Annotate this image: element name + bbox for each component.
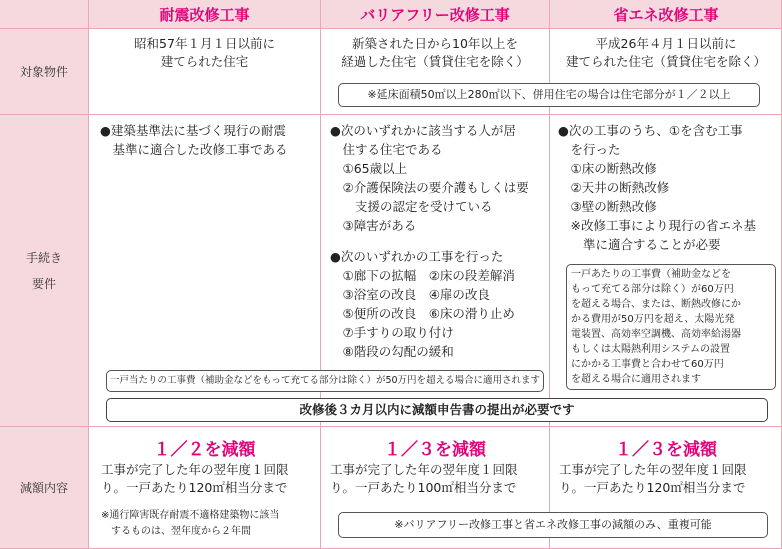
- procedure-seismic: ●建築基準法に基づく現行の耐震 基準に適合した改修工事である: [100, 123, 288, 157]
- reduction-seismic-detail: 工事が完了した年の翌年度１回限 り。一戸あたり120㎡相当分まで: [101, 462, 289, 495]
- reduction-barrier-free-detail: 工事が完了した年の翌年度１回限 り。一戸あたり100㎡相当分まで: [330, 462, 518, 495]
- header-seismic: 耐震改修工事: [89, 0, 320, 28]
- grid-line: [0, 426, 782, 427]
- grid-line: [0, 114, 782, 115]
- header-energy: 省エネ改修工事: [550, 0, 782, 28]
- header-barrier-free: バリアフリー改修工事: [321, 0, 549, 28]
- reduction-seismic-title: １／２を減額: [153, 440, 256, 460]
- grid-line: [320, 0, 321, 549]
- procedure-barrier-free-works: ●次のいずれかの工事を行った ①廊下の拡幅 ②床の段差解消 ③浴室の改良 ④扉の改良 ⑤便所の改良 ⑥床の滑り止め ⑦手すりの取り付け ⑧階段の勾配の緩和: [330, 249, 515, 359]
- row-label-reduction: 減額内容: [0, 427, 88, 549]
- procedure-barrier-free-residents: ●次のいずれかに該当する人が居 住する住宅である ①65歳以上 ②介護保険法の要介護もしくは要 支援の認定を受けている ③障害がある: [330, 123, 529, 233]
- reduction-seismic-note: ※通行障害既存耐震不適格建築物に該当 するものは、翌年度から２年間: [101, 510, 280, 537]
- header-corner: [0, 0, 88, 28]
- target-energy: 平成26年４月１日以前に 建てられた住宅（賃貸住宅を除く）: [565, 36, 766, 69]
- energy-cost-note: 一戸あたりの工事費（補助金などを もって充てる部分は除く）が60万円 を超える場合、または、断熱改修にか かる費用が50万円を超え、太陽光発 電装置、高効率空調機、高効率給湯器 もしくは太陽熱利用システムの設置 にかかる工事費と合わせて60万円 を超える場合に適用されます: [566, 264, 776, 390]
- grid-line: [88, 0, 89, 549]
- reduction-energy-title: １／３を減額: [615, 440, 717, 460]
- row-label-target: 対象物件: [0, 29, 88, 114]
- reduction-barrier-free-title: １／３を減額: [384, 440, 486, 460]
- grid-line: [0, 28, 782, 29]
- reduction-energy-detail: 工事が完了した年の翌年度１回限 り。一戸あたり120㎡相当分まで: [559, 462, 747, 495]
- row-label-procedure: 手続き 要件: [0, 115, 88, 426]
- target-barrier-free: 新築された日から10年以上を 経過した住宅（賃貸住宅を除く）: [341, 36, 529, 69]
- target-seismic: 昭和57年１月１日以前に 建てられた住宅: [134, 36, 275, 69]
- cost-threshold-note: 一戸当たりの工事費（補助金などをもって充てる部分は除く）が50万円を超える場合に適用されます: [106, 370, 544, 392]
- combination-note: ※バリアフリー改修工事と省エネ改修工事の減額のみ、重複可能: [338, 512, 768, 538]
- deadline-banner: 改修後３カ月以内に減額申告書の提出が必要です: [106, 398, 768, 422]
- floor-area-note: ※延床面積50㎡以上280㎡以下、併用住宅の場合は住宅部分が１／２以上: [338, 83, 760, 107]
- procedure-energy: ●次の工事のうち、①を含む工事 を行った ①床の断熱改修 ②天井の断熱改修 ③壁の断熱改修 ※改修工事により現行の省エネ基 準に適合することが必要: [558, 123, 756, 252]
